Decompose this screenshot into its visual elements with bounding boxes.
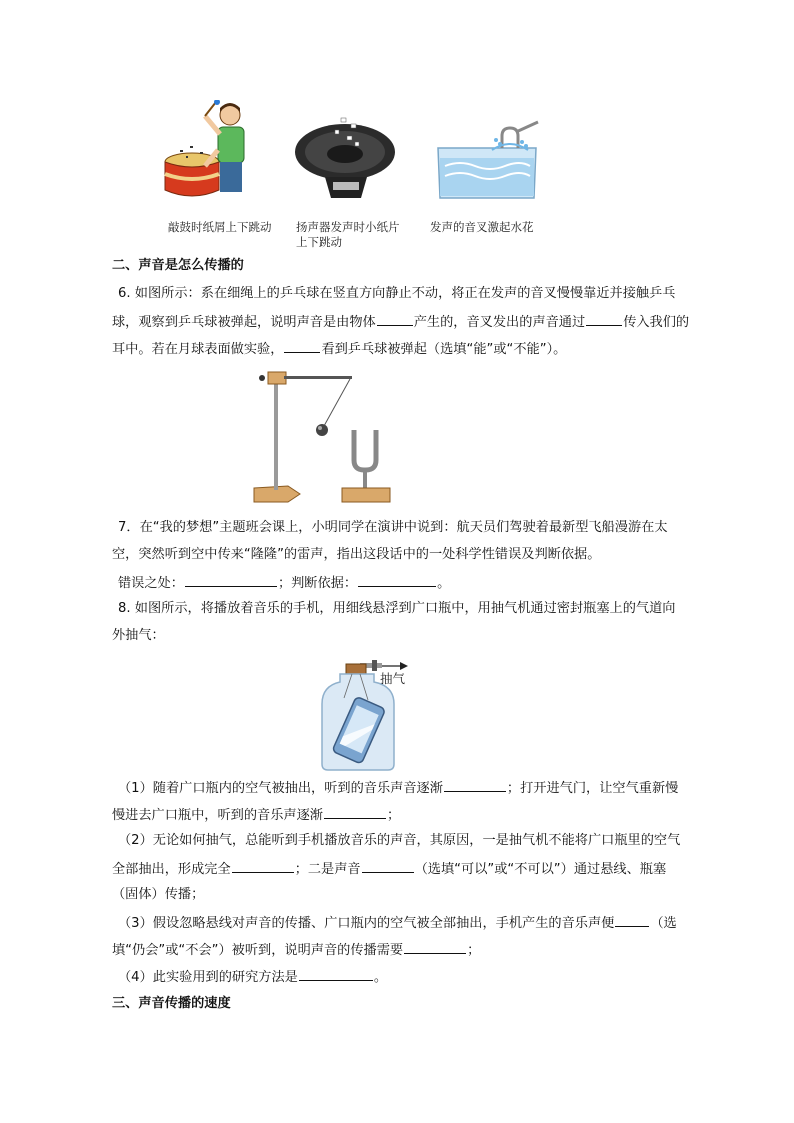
q8-p1-text-d: ； <box>387 808 401 823</box>
q8-p2-line1: （2）无论如何抽气，总能听到手机播放音乐的声音，其原因，一是抽气机不能将广口瓶里的空气 <box>118 833 681 848</box>
drum-boy-illustration <box>160 100 255 205</box>
q8-blank-3[interactable] <box>232 858 294 873</box>
q6-text-b: 产生的，音叉发出的声音通过 <box>413 315 586 330</box>
q8-p1-text-a: （1）随着广口瓶内的空气被抽出，听到的音乐声音逐渐 <box>118 781 443 796</box>
q8-p2-text-c: ；二是声音 <box>294 862 361 877</box>
q7-basis-label: ；判断依据： <box>277 576 358 591</box>
section2-heading: 二、声音是怎么传播的 <box>112 258 244 273</box>
q6-blank-3[interactable] <box>284 338 320 353</box>
pump-label: 抽气 <box>380 671 406 686</box>
q7-blank-basis[interactable] <box>358 572 436 587</box>
q8-p3-text-c: 填“仍会”或“不会”）被听到，说明声音的传播需要 <box>112 943 404 958</box>
q8-p4-line <box>118 966 387 988</box>
q8-blank-2[interactable] <box>324 804 386 819</box>
q6-text-c: 传入我们的 <box>623 315 690 330</box>
caption-speaker-line1: 扬声器发声时小纸片 <box>296 220 400 234</box>
q8-p3-text-a: （3）假设忽略悬线对声音的传播、广口瓶内的空气被全部抽出，手机产生的音乐声便 <box>118 916 615 931</box>
q8-p1-line2 <box>112 804 400 826</box>
q6-line1: 6. 如图所示：系在细绳上的乒乓球在竖直方向静止不动，将正在发声的音叉慢慢靠近并接触乒乓 <box>118 286 676 301</box>
q6-text-d: 耳中。若在月球表面做实验， <box>112 342 284 357</box>
q8-p4-text-b: 。 <box>373 970 388 985</box>
q6-line3 <box>112 338 566 360</box>
q8-line1: 8. 如图所示，将播放着音乐的手机，用细线悬浮到广口瓶中，用抽气机通过密封瓶塞上的气道向 <box>118 601 676 616</box>
q6-blank-2[interactable] <box>586 311 622 326</box>
q8-p2-text-d: （选填“可以”或“不可以”）通过悬线、瓶塞 <box>414 862 667 877</box>
q8-blank-1[interactable] <box>444 777 506 792</box>
caption-drum: 敲鼓时纸屑上下跳动 <box>168 220 272 234</box>
q8-p2-line3: （固体）传播； <box>112 887 205 902</box>
q7-line2: 空，突然听到空中传来“隆隆”的雷声，指出这段话中的一处科学性错误及判断依据。 <box>112 547 601 562</box>
q6-text-e: 看到乒乓球被弹起（选填“能”或“不能”）。 <box>321 342 567 357</box>
q6-line2 <box>112 311 689 333</box>
q8-p1-text-c: 慢进去广口瓶中，听到的音乐声逐渐 <box>112 808 323 823</box>
q7-error-label: 错误之处： <box>118 576 184 591</box>
q6-text-a: 球，观察到乒乓球被弹起，说明声音是由物体 <box>112 315 376 330</box>
pendulum-tuning-fork-figure <box>248 364 408 509</box>
q7-line1: 7．在“我的梦想”主题班会课上，小明同学在演讲中说到：航天员们驾驶着最新型飞船漫游在太 <box>118 520 668 535</box>
q8-blank-6[interactable] <box>404 939 466 954</box>
q7-end: 。 <box>437 576 451 591</box>
caption-speaker-line2: 上下跳动 <box>296 235 342 249</box>
q8-p3-text-b: （选 <box>650 916 677 931</box>
q8-p1-line1 <box>118 777 678 799</box>
q8-p2-text-b: 全部抽出，形成完全 <box>112 862 231 877</box>
q8-p3-text-d: ； <box>467 943 481 958</box>
q8-p3-line1 <box>118 912 677 934</box>
q8-blank-4[interactable] <box>362 858 414 873</box>
q8-line2: 外抽气： <box>112 628 165 643</box>
tuning-fork-water-illustration <box>430 118 545 203</box>
q8-blank-7[interactable] <box>299 966 373 981</box>
jar-phone-figure <box>318 652 438 772</box>
q7-line3 <box>118 572 450 594</box>
q6-blank-1[interactable] <box>377 311 413 326</box>
q8-blank-5[interactable] <box>615 912 649 927</box>
caption-tuning-fork: 发声的音叉激起水花 <box>430 220 534 234</box>
q8-p3-line2 <box>112 939 480 961</box>
section3-heading: 三、声音传播的速度 <box>112 996 231 1011</box>
q8-p4-text-a: （4）此实验用到的研究方法是 <box>118 970 298 985</box>
q8-p2-line2 <box>112 858 666 880</box>
q7-blank-error[interactable] <box>185 572 277 587</box>
speaker-illustration <box>293 112 398 202</box>
q8-p1-text-b: ；打开进气门，让空气重新慢 <box>506 781 679 796</box>
